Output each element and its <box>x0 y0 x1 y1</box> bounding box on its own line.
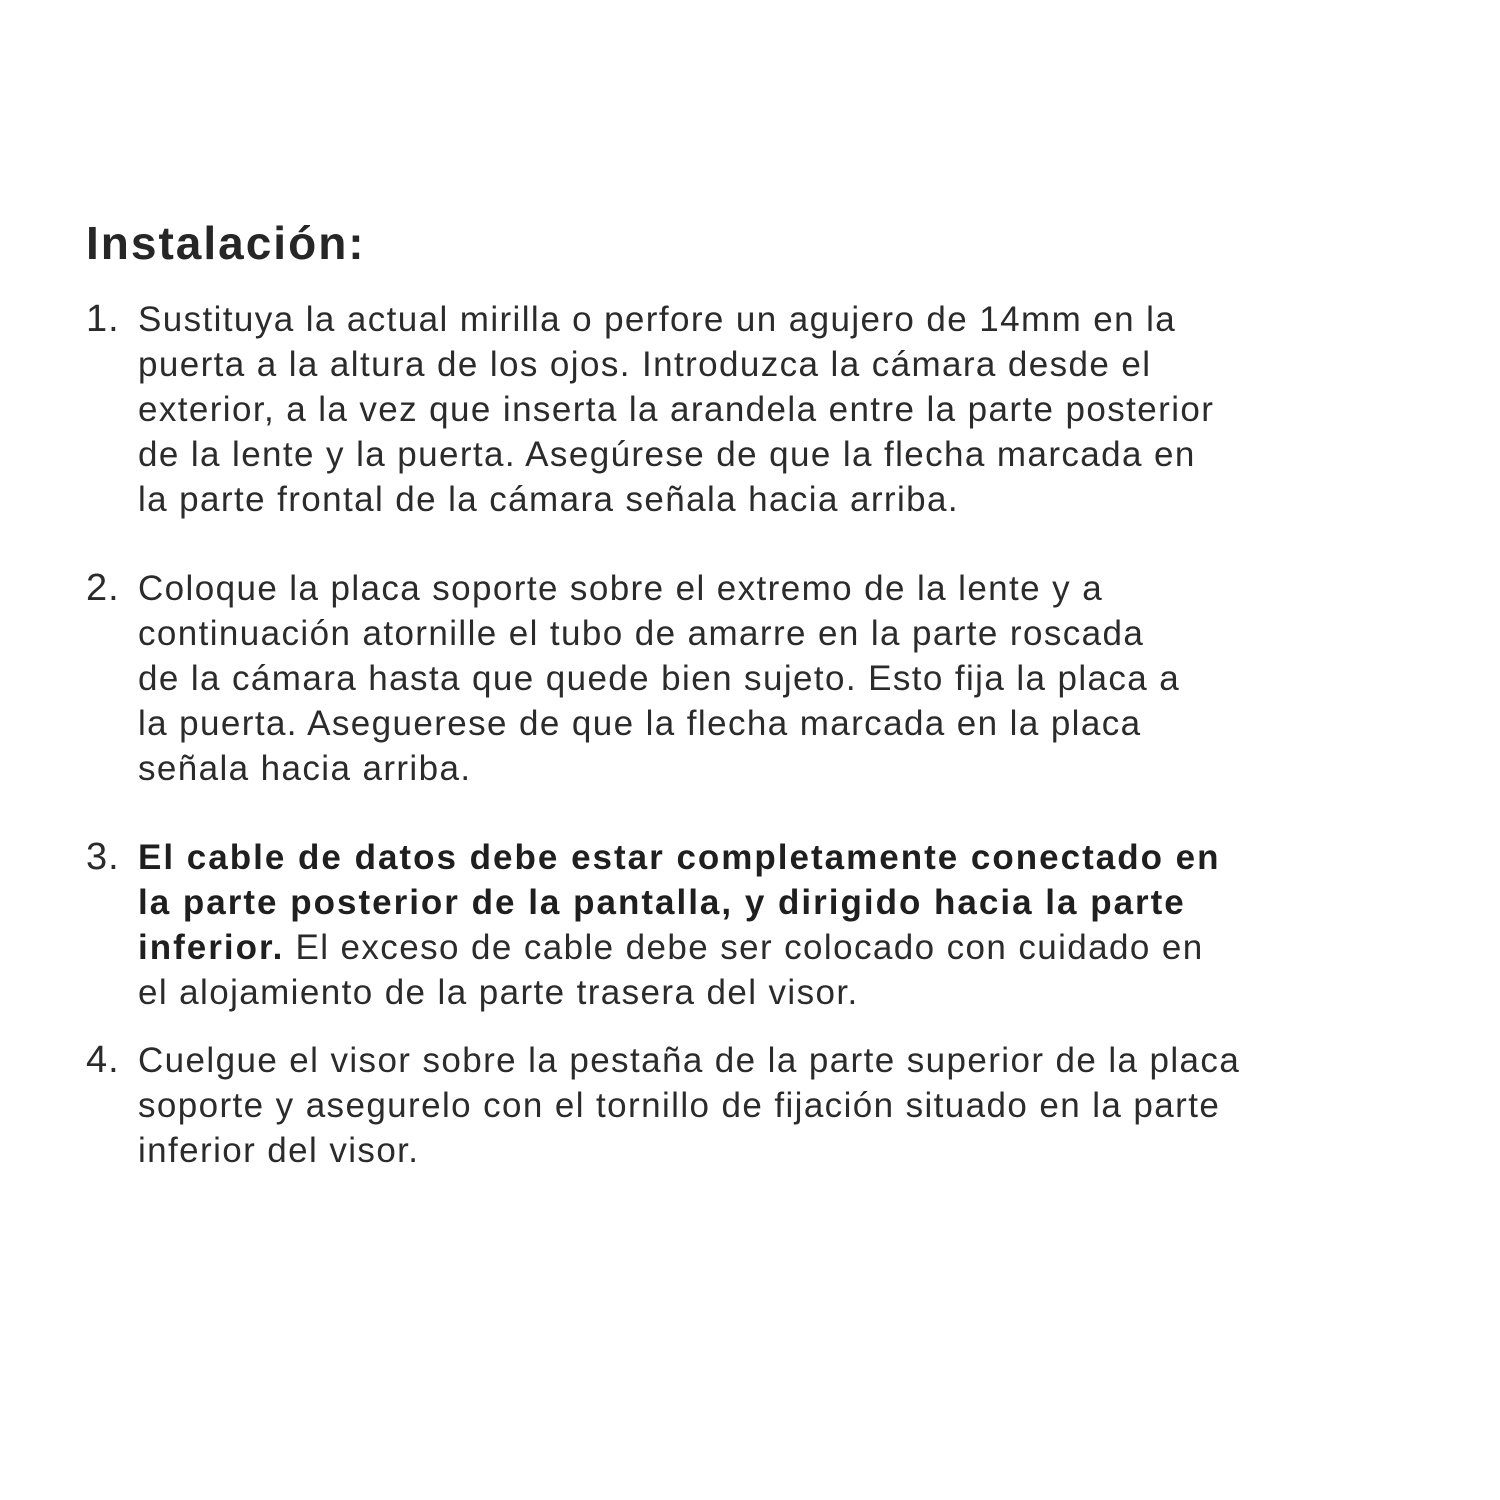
regular-text: El exceso de cable debe ser colocado con cuidado en <box>295 928 1204 967</box>
step-text <box>138 835 1221 1015</box>
page-title: Instalación: <box>86 217 366 269</box>
step-line: la puerta. Aseguerese de que la flecha marcada en la placa <box>138 704 1142 743</box>
step-number: 1. <box>86 298 120 340</box>
bold-text: El cable de datos debe estar completamente conectado en <box>138 838 1221 877</box>
step-line: Cuelgue el visor sobre la pestaña de la parte superior de la placa <box>138 1041 1241 1080</box>
step-text <box>138 1038 1240 1173</box>
step-line: el alojamiento de la parte trasera del visor. <box>138 973 859 1012</box>
step-line: Sustituya la actual mirilla o perfore un agujero de 14mm en la <box>138 300 1177 339</box>
bold-text: inferior. <box>138 928 285 967</box>
step-line <box>138 925 1221 970</box>
step-line: Coloque la placa soporte sobre el extremo de la lente y a <box>138 569 1104 608</box>
step-line-bold <box>138 835 1221 880</box>
step-number: 2. <box>86 567 120 609</box>
bold-text: la parte posterior de la pantalla, y dirigido hacia la parte <box>138 883 1186 922</box>
step-text <box>138 566 1180 791</box>
step-line: soporte y asegurelo con el tornillo de fijación situado en la parte <box>138 1086 1221 1125</box>
step-line: puerta a la altura de los ojos. Introduzca la cámara desde el <box>138 345 1152 384</box>
step-line: de la cámara hasta que quede bien sujeto. Esto fija la placa a <box>138 659 1181 698</box>
step-text <box>138 297 1214 522</box>
step-line: la parte frontal de la cámara señala hacia arriba. <box>138 480 959 519</box>
step-line: continuación atornille el tubo de amarre en la parte roscada <box>138 614 1145 653</box>
step-line: inferior del visor. <box>138 1131 420 1170</box>
step-line: señala hacia arriba. <box>138 749 472 788</box>
step-line: de la lente y la puerta. Asegúrese de que la flecha marcada en <box>138 435 1196 474</box>
step-line: exterior, a la vez que inserta la arandela entre la parte posterior <box>138 390 1215 429</box>
step-line-bold <box>138 880 1221 925</box>
step-number: 3. <box>86 836 120 878</box>
step-number: 4. <box>86 1039 120 1081</box>
